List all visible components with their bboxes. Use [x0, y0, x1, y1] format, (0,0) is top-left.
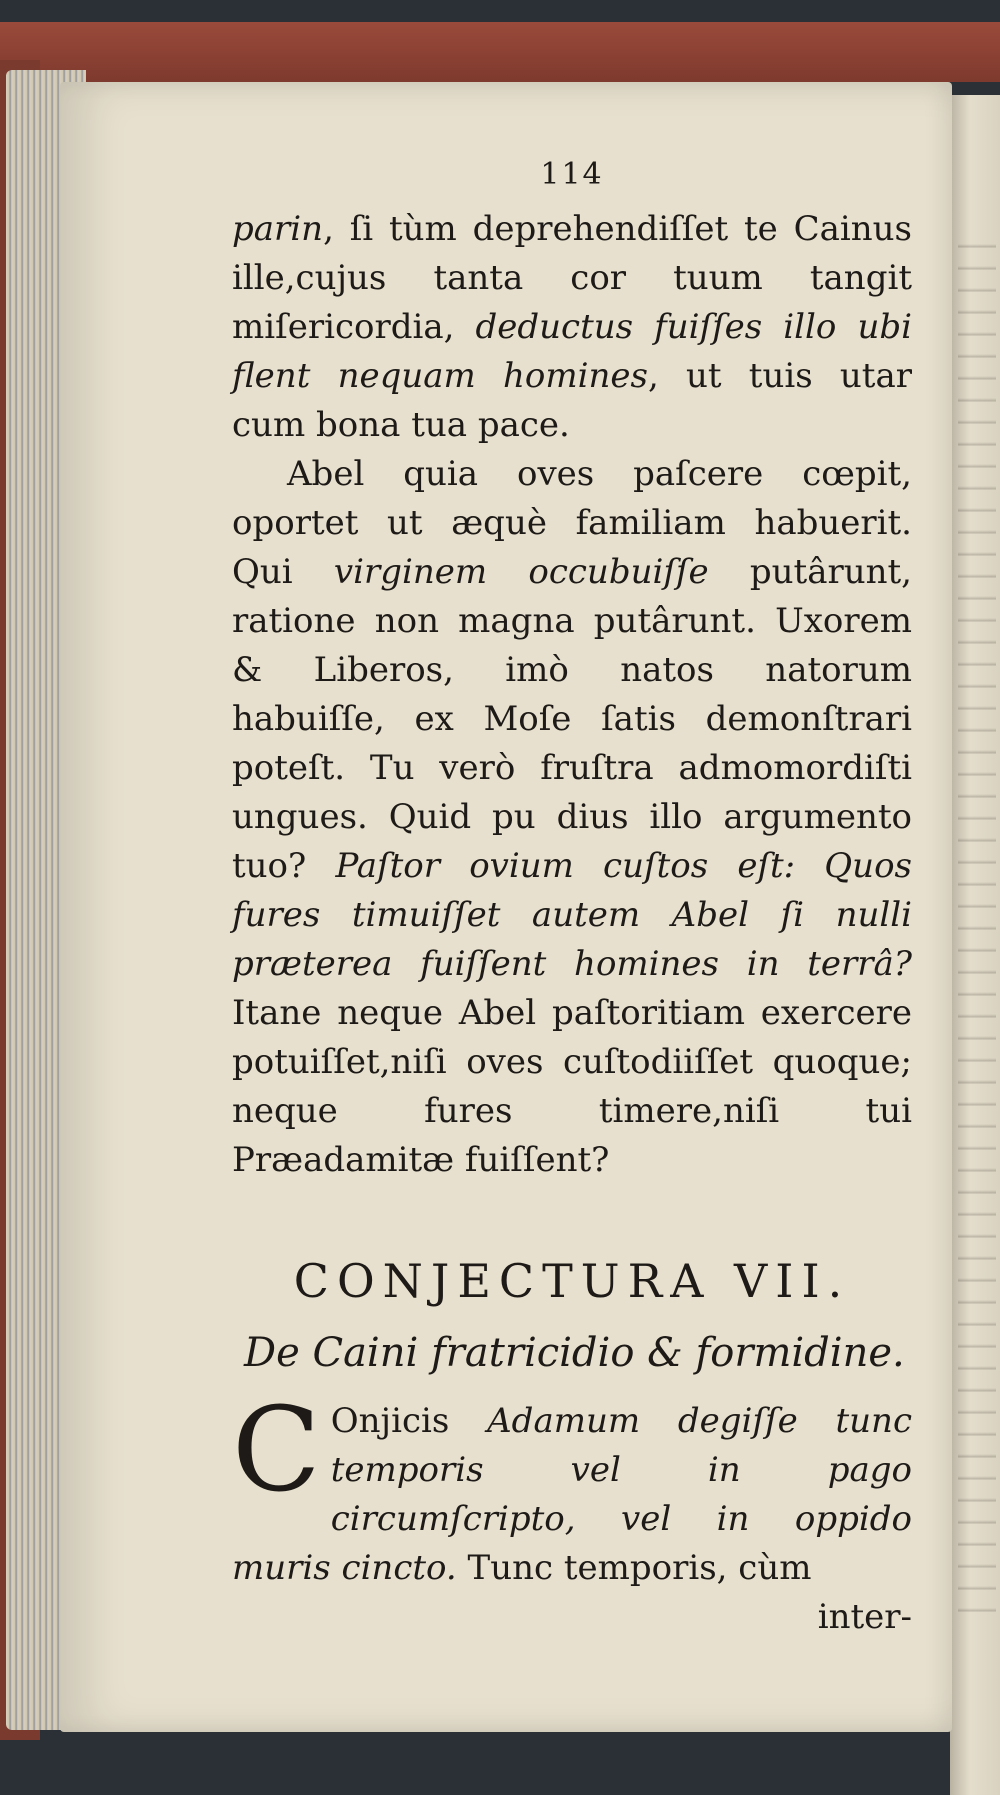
- p3-span-0: Onjicis: [330, 1401, 488, 1441]
- paragraph-3: [232, 1383, 912, 1593]
- p1-span-1: , ſi tùm deprehendiſſet te Cainus ille,cujus tanta cor tuum tangit miſericordia,: [232, 209, 912, 347]
- section-heading: CONJECTURA VII.: [293, 1254, 851, 1308]
- p2-span-3: Paſtor ovium cuſtos eſt: Quos fures timuiſſet autem Abel ſi nulli præterea fuiſſent homines in terrâ?: [232, 846, 912, 984]
- page-number: 114: [540, 157, 604, 192]
- p2-span-4: Itane neque Abel paſtoritiam exercere potuiſſet,niſi oves cuſtodiiſſet quoque; neque fures timere,niſi tui Præadamitæ fuiſſent?: [232, 993, 912, 1180]
- p2-span-2: putârunt, ratione non magna putârunt. Uxorem & Liberos, imò natos natorum habuiſſe, ex Moſe ſatis demonſtrari poteſt. Tu verò fruſtra admomordiſti ungues. Quid pu dius illo argumento tuo?: [232, 552, 912, 886]
- drop-cap: C: [232, 1383, 321, 1518]
- p2-span-1: virginem occubuiſſe: [333, 552, 709, 592]
- paragraph-2: [232, 450, 912, 1185]
- p1-span-2: deductus fuiſſes illo ubi flent nequam homines: [232, 307, 912, 396]
- catchword: inter-: [817, 1597, 912, 1637]
- facing-page-text-glimpse: [958, 230, 996, 1630]
- p2-span-0: Abel quia oves paſcere cœpit, oportet ut æquè familiam habuerit. Qui: [232, 454, 912, 592]
- page-text: [232, 150, 912, 1642]
- paragraph-1: [232, 205, 912, 450]
- p1-span-3: , ut tuis utar cum bona tua pace.: [232, 356, 912, 445]
- section-subheading: De Caini fratricidio & formidine.: [244, 1330, 905, 1376]
- p3-span-2: Tunc temporis, cùm: [456, 1548, 812, 1588]
- p1-span-0: parin: [232, 209, 324, 249]
- p3-span-1: Adamum degiſſe tunc temporis vel in pago circumſcripto, vel in oppido muris cincto.: [232, 1401, 912, 1588]
- book-cover-top: [0, 22, 1000, 82]
